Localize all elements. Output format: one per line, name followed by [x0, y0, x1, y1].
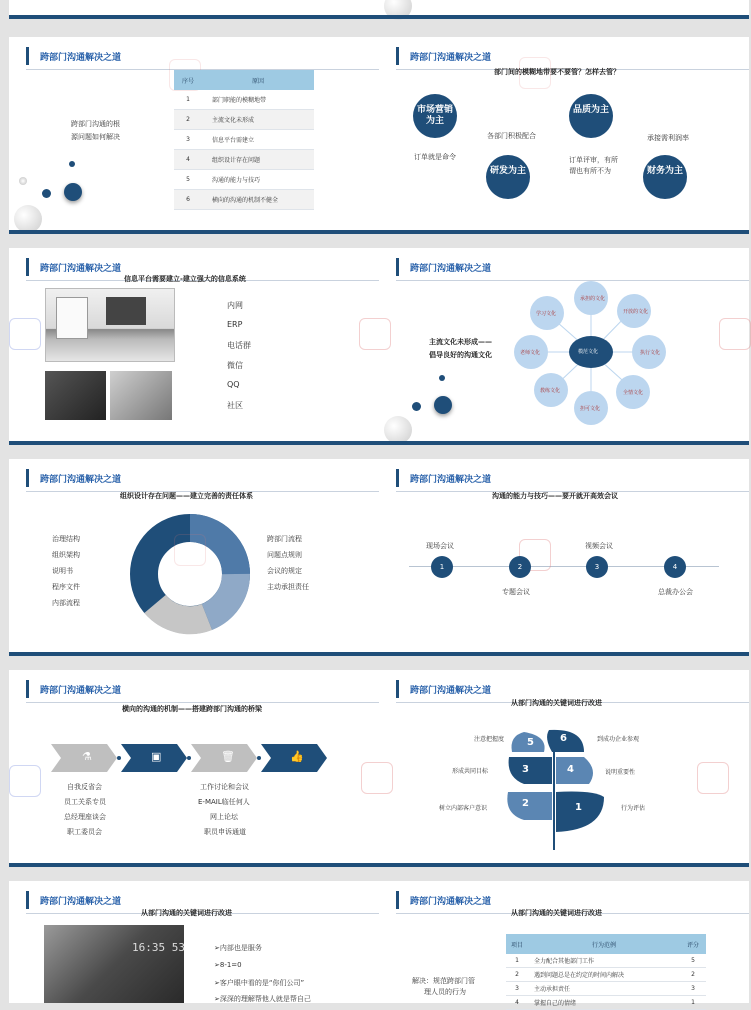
mechanism-right: 职员申诉通道: [204, 828, 246, 836]
culture-left-2: 倡导良好的沟通文化: [429, 351, 492, 359]
circle-quality: 品质为主: [569, 94, 613, 138]
table-row: 2 遇到问题总是在约定的时间内解决 2: [506, 968, 706, 982]
info-item: 内网: [227, 301, 243, 310]
slide-footer-bar: [9, 15, 379, 19]
slide-heading: 部门间的模糊地带要不要管？怎样去管？: [494, 68, 620, 76]
table-row: 6 横向的沟通的机制不健全: [174, 190, 314, 210]
culture-node-label: 开放的文化: [623, 309, 649, 315]
slide-title: 跨部门沟通解决之道: [410, 897, 492, 907]
leaf-number: 5: [527, 737, 534, 748]
right-item: 会议的规定: [267, 567, 302, 575]
slide-7[interactable]: [379, 459, 749, 656]
leaf-number: 6: [560, 733, 567, 744]
slide-6[interactable]: [9, 459, 379, 656]
title-separator: [26, 702, 379, 703]
solution-text-2: 理人员的行为: [424, 988, 466, 996]
slide-11[interactable]: [379, 881, 749, 1007]
root-cause-text-1: 跨部门沟通的根: [71, 120, 120, 128]
thumbs-up-icon: 👍: [290, 750, 304, 763]
watermark-logo: [174, 534, 206, 566]
slide-title: 跨部门沟通解决之道: [410, 264, 492, 274]
table-header: 行为范例: [528, 934, 680, 954]
culture-node-label: 担可文化: [580, 406, 601, 412]
culture-node-label: 执行文化: [640, 350, 661, 356]
laptop-photo: [44, 925, 184, 1003]
slide-heading: 组织设计存在问题——建立完善的责任体系: [120, 492, 253, 500]
watermark-logo: [359, 318, 391, 350]
decor-circle: [69, 161, 75, 167]
slide-title: 跨部门沟通解决之道: [410, 475, 492, 485]
slide-title: 跨部门沟通解决之道: [40, 53, 122, 63]
text-review-2: 谓也有所不为: [569, 167, 611, 175]
slide-footer-bar: [379, 652, 749, 656]
mechanism-left: 员工关系专员: [64, 798, 106, 806]
leaf-label-left: 形成共同目标: [452, 768, 489, 775]
slide-heading: 沟通的能力与技巧——要开就开高效会议: [492, 492, 618, 500]
title-bar-accent: [396, 258, 399, 276]
timeline-node: 2: [509, 556, 531, 578]
info-item: 电话群: [227, 341, 251, 350]
table-header: 项目: [506, 934, 528, 954]
slide-footer-bar: [9, 652, 379, 656]
mechanism-right: 工作讨论和会议: [200, 783, 249, 791]
cause-table: [174, 70, 314, 210]
table-row: 1 部门职能的模糊地带: [174, 90, 314, 110]
slide-footer-bar: [9, 863, 379, 867]
slide-footer-bar: [9, 230, 379, 234]
slide-footer-bar: [379, 230, 749, 234]
laptop-clock: 16:35 53: [132, 941, 185, 954]
culture-node-label: 全情文化: [623, 390, 644, 396]
leaf-number: 2: [522, 798, 529, 809]
decor-circle: [64, 183, 82, 201]
leaf-label-right: 行为评估: [621, 805, 646, 812]
leaf-label-left: 注意把握度: [474, 736, 505, 743]
slide-footer-bar: [379, 441, 749, 445]
title-bar-accent: [26, 891, 29, 909]
flask-icon: ⚗: [82, 750, 92, 763]
slide-footer-bar: [379, 863, 749, 867]
bullet-item: ➢内部也是服务: [214, 944, 262, 952]
mechanism-right: 网上论坛: [210, 813, 238, 821]
leaf-label-left: 树立内部客户意识: [439, 805, 488, 812]
left-item: 内部流程: [52, 599, 80, 607]
info-item: 社区: [227, 401, 243, 410]
text-coordinate: 各部门积极配合: [487, 132, 536, 140]
culture-node-label: 教练文化: [540, 388, 561, 394]
mechanism-left: 职工委员会: [67, 828, 102, 836]
info-item: QQ: [227, 380, 240, 389]
watermark-logo: [9, 765, 41, 797]
mechanism-left: 总经理座谈会: [64, 813, 106, 821]
title-bar-accent: [396, 891, 399, 909]
timeline-node: 3: [586, 556, 608, 578]
slide-title: 跨部门沟通解决之道: [40, 475, 122, 485]
right-item: 跨部门流程: [267, 535, 302, 543]
left-item: 说明书: [52, 567, 73, 575]
photo-businessman: [45, 371, 106, 420]
slide-heading: 从部门沟通的关键词进行改进: [141, 909, 232, 917]
slide-2[interactable]: [9, 37, 379, 234]
mechanism-right: E-MAIL临任何人: [198, 798, 250, 806]
text-review-1: 订单评审，有所: [569, 156, 618, 164]
title-bar-accent: [396, 680, 399, 698]
title-bar-accent: [26, 469, 29, 487]
table-row: 5 沟通的能力与技巧: [174, 170, 314, 190]
slide-heading: 从部门沟通的关键词进行改进: [511, 909, 602, 917]
title-bar-accent: [396, 47, 399, 65]
trash-icon: 🗑: [221, 750, 235, 763]
left-item: 治理结构: [52, 535, 80, 543]
slide-8[interactable]: [9, 670, 379, 867]
watermark-logo: [719, 318, 751, 350]
culture-node-label: 学习文化: [536, 311, 557, 317]
decor-circle: [42, 189, 51, 198]
text-order-command: 订单就是命令: [414, 153, 456, 161]
root-cause-text-2: 源问题如何解决: [71, 133, 120, 141]
table-row: 2 主流文化未形成: [174, 110, 314, 130]
slide-title: 跨部门沟通解决之道: [410, 53, 492, 63]
slide-3[interactable]: [379, 37, 749, 234]
slide-partial-right[interactable]: [379, 0, 749, 19]
table-header-no: 序号: [174, 70, 202, 90]
text-profit: 承接需利润率: [647, 134, 689, 142]
solution-text-1: 解决：规范跨部门管: [412, 977, 475, 985]
leaf-number: 1: [575, 802, 582, 813]
slide-title: 跨部门沟通解决之道: [40, 686, 122, 696]
watermark-logo: [361, 762, 393, 794]
donut-chart: [127, 511, 253, 637]
title-bar-accent: [26, 258, 29, 276]
table-row: 3 主动承担责任 3: [506, 982, 706, 996]
culture-center-label: 模范文化: [578, 349, 599, 355]
wallet-icon: ▣: [151, 750, 162, 763]
decor-circle: [412, 402, 421, 411]
slide-4[interactable]: [9, 248, 379, 445]
bullet-item: ➢客户眼中看的是“你们公司”: [214, 979, 305, 987]
slide-heading: 信息平台需要建立-建立强大的信息系统: [124, 275, 246, 283]
leaf-number: 3: [522, 764, 529, 775]
slide-9[interactable]: [379, 670, 749, 867]
slide-title: 跨部门沟通解决之道: [410, 686, 492, 696]
arrow-chain: [51, 744, 331, 772]
slide-heading: 从部门沟通的关键词进行改进: [511, 699, 602, 707]
culture-diagram: [509, 278, 679, 438]
meeting-label: 现场会议: [426, 542, 454, 550]
table-row: 3 信息平台需建立: [174, 130, 314, 150]
left-item: 组织架构: [52, 551, 80, 559]
timeline-node: 1: [431, 556, 453, 578]
table-header-reason: 原因: [202, 70, 314, 90]
slide-5[interactable]: [379, 248, 749, 445]
circle-marketing: 市场营销为主: [413, 94, 457, 138]
right-item: 问题点规则: [267, 551, 302, 559]
table-header: 评分: [680, 934, 706, 954]
slide-heading: 横向的沟通的机制——搭建跨部门沟通的桥梁: [122, 705, 262, 713]
table-row: 4 掌握自己的情绪 1: [506, 996, 706, 1010]
bullet-item: ➢8-1=0: [214, 961, 242, 969]
culture-left-1: 主流文化未形成——: [429, 338, 492, 346]
watermark-logo: [697, 762, 729, 794]
meeting-label: 视频会议: [585, 542, 613, 550]
info-item: ERP: [227, 320, 243, 329]
bullet-item: ➢深深的理解帮他人就是帮自己: [214, 995, 311, 1003]
slide-footer-bar: [9, 441, 379, 445]
slide-10[interactable]: [9, 881, 379, 1003]
watermark-logo: [9, 318, 41, 350]
timeline-node: 4: [664, 556, 686, 578]
mechanism-left: 自我反省会: [67, 783, 102, 791]
info-item: 微信: [227, 361, 243, 370]
office-photo: [45, 288, 175, 362]
table-row: 1 全力配合其他部门工作 5: [506, 954, 706, 968]
leaf-label-right: 到成功企业参观: [597, 736, 640, 743]
meeting-label: 总裁办公会: [658, 588, 693, 596]
slide-title: 跨部门沟通解决之道: [40, 264, 122, 274]
left-item: 程序文件: [52, 583, 80, 591]
title-bar-accent: [396, 469, 399, 487]
slide-footer-bar: [379, 15, 749, 19]
decor-circle: [19, 177, 27, 185]
decor-circle: [384, 416, 412, 444]
watermark-logo: [519, 57, 551, 89]
title-bar-accent: [26, 680, 29, 698]
slide-partial-left[interactable]: [9, 0, 379, 19]
table-row: 4 组织设计存在问题: [174, 150, 314, 170]
leaf-label-right: 说明重要性: [605, 769, 636, 776]
circle-rd: 研发为主: [486, 155, 530, 199]
photo-writing: [110, 371, 172, 420]
behavior-table: [506, 934, 706, 1010]
slide-title: 跨部门沟通解决之道: [40, 897, 122, 907]
title-bar-accent: [26, 47, 29, 65]
leaf-number: 4: [567, 764, 574, 775]
decor-circle: [434, 396, 452, 414]
culture-node-label: 承担的文化: [580, 296, 606, 302]
decor-circle: [439, 375, 445, 381]
decor-circle: [14, 205, 42, 233]
right-item: 主动承担责任: [267, 583, 309, 591]
circle-finance: 财务为主: [643, 155, 687, 199]
culture-node-label: 老师文化: [520, 350, 541, 356]
meeting-label: 专题会议: [502, 588, 530, 596]
